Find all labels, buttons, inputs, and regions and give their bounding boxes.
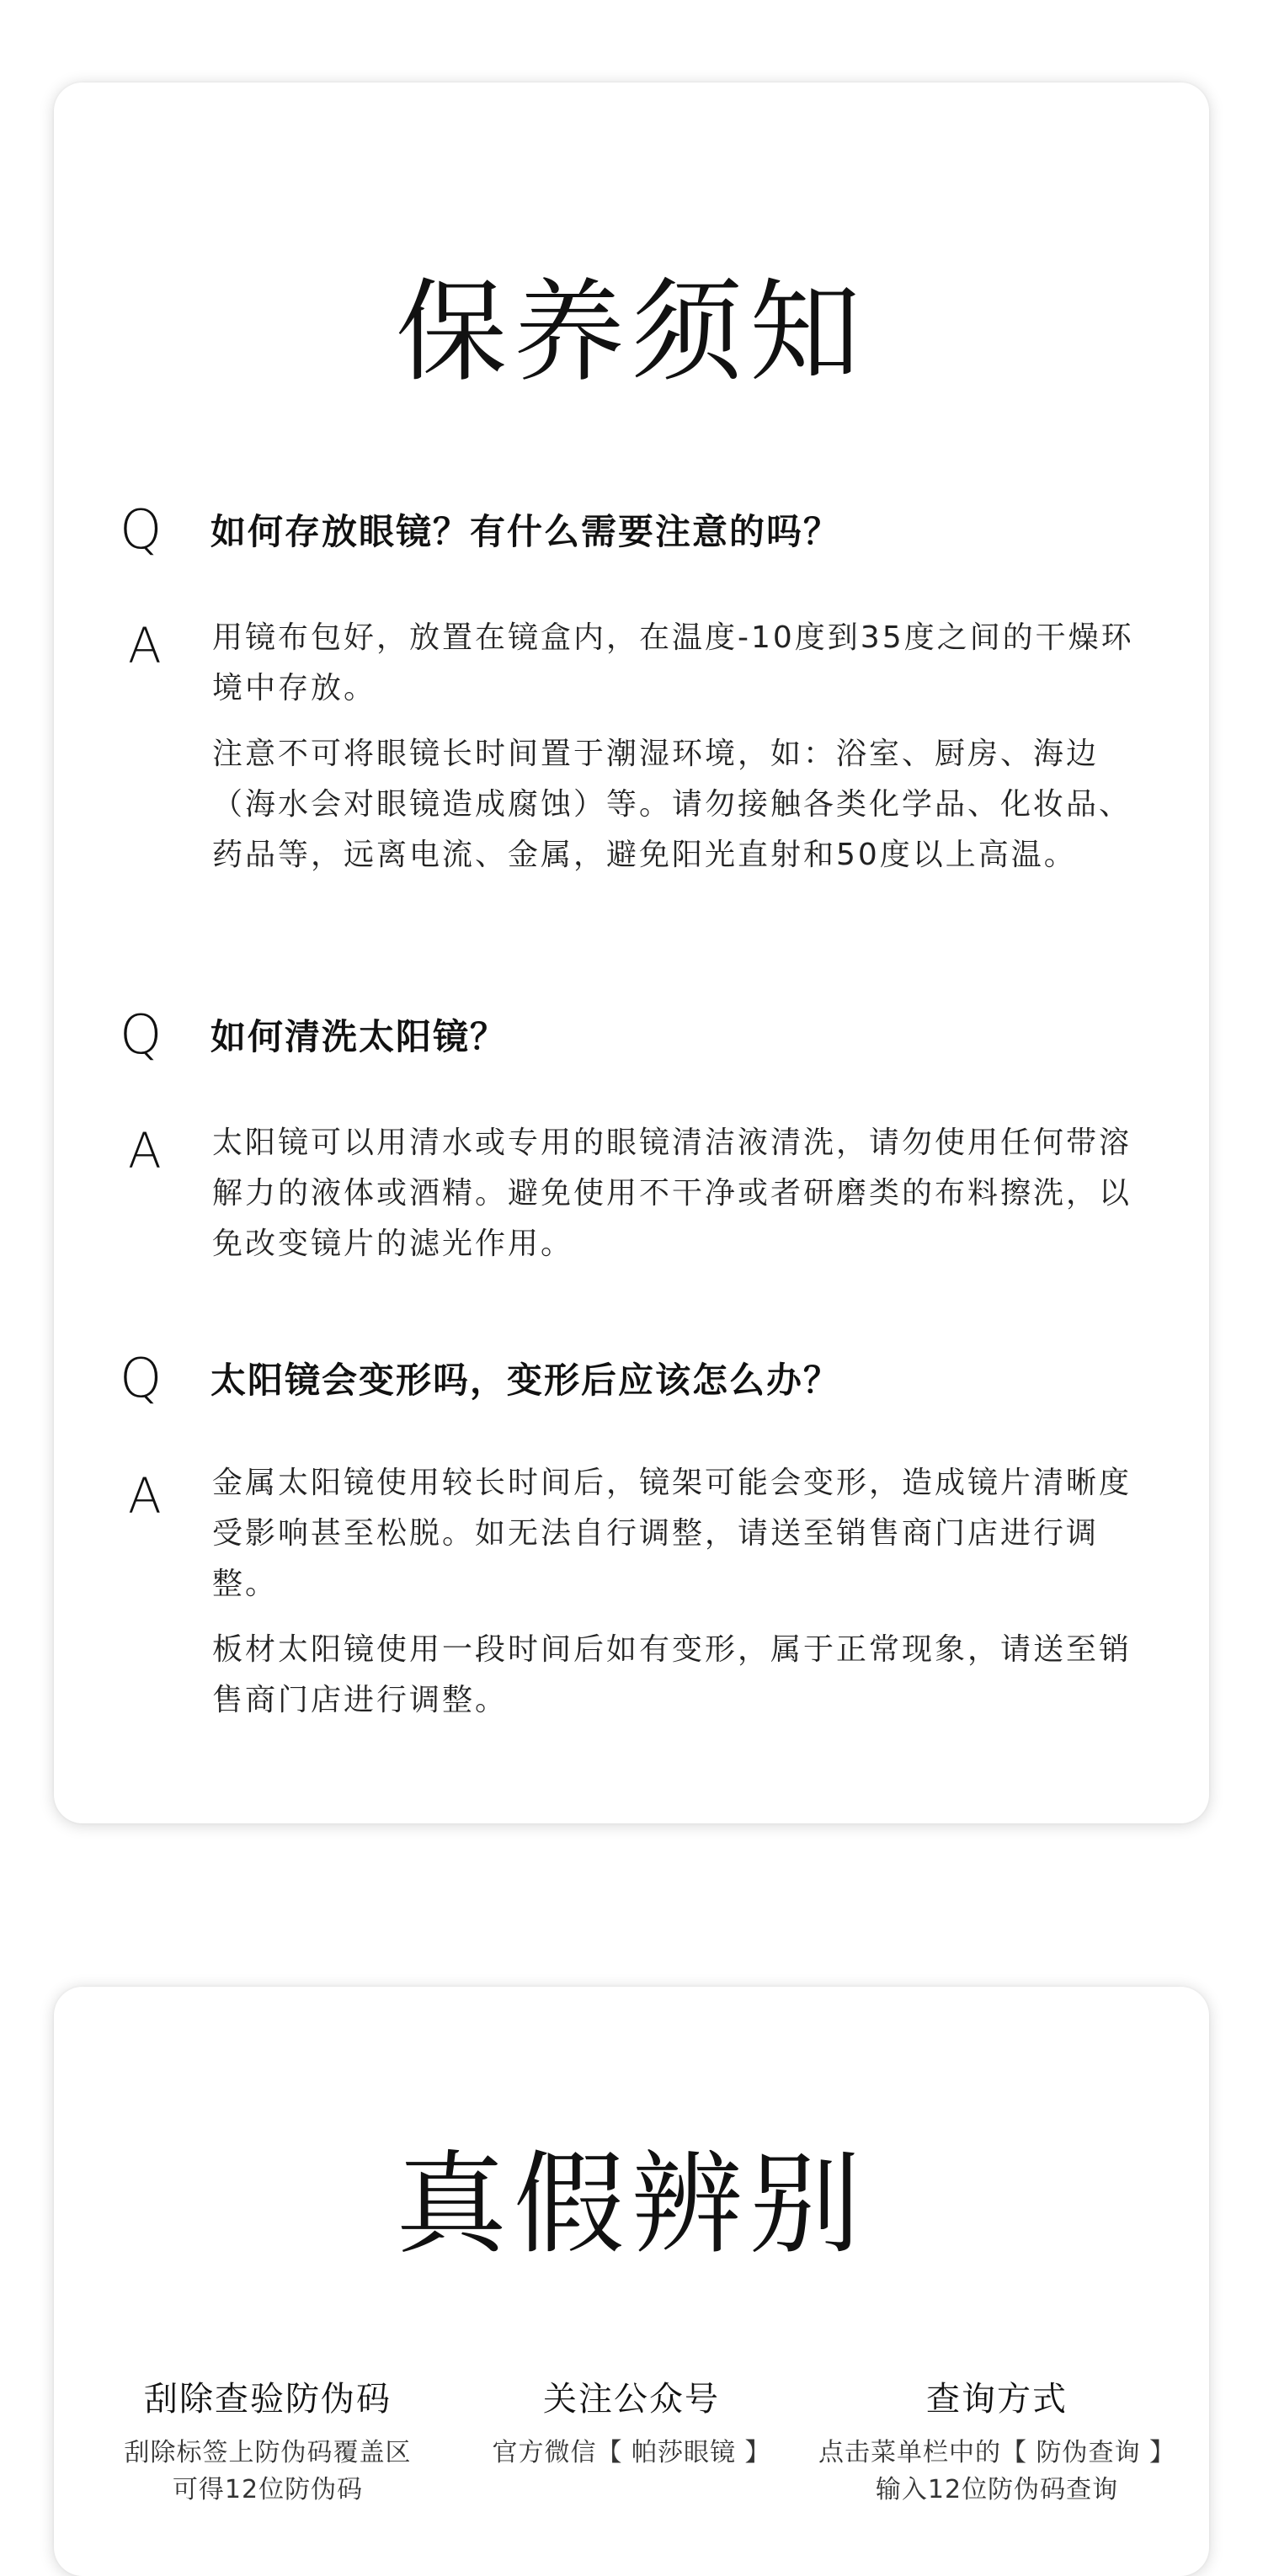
question-text: 如何存放眼镜？有什么需要注意的吗？ [210, 511, 841, 552]
answer-body [212, 1458, 1155, 1741]
step-desc-line: 官方微信【 帕莎眼镜 】 [492, 2438, 771, 2467]
care-card [54, 82, 1209, 1823]
step-title: 查询方式 [926, 2380, 1068, 2419]
step-desc-line: 点击菜单栏中的【 防伪查询 】 [818, 2438, 1176, 2467]
a-mark: A [128, 1122, 162, 1179]
step-desc-line: 刮除标签上防伪码覆盖区 [124, 2438, 412, 2467]
q-mark: Q [120, 1004, 163, 1067]
question-text: 如何清洗太阳镜？ [210, 1016, 508, 1057]
step-desc-line: 输入12位防伪码查询 [875, 2475, 1119, 2504]
answer-paragraph: 板材太阳镜使用一段时间后如有变形，属于正常现象，请送至销售商门店进行调整。 [212, 1632, 1132, 1717]
step-desc-line: 可得12位防伪码 [172, 2475, 364, 2504]
answer-body [212, 1118, 1155, 1285]
steps-row [54, 2376, 1209, 2544]
authenticity-card [54, 1987, 1209, 2576]
step-title: 关注公众号 [543, 2380, 720, 2419]
step-follow-account [446, 2376, 817, 2472]
answer-paragraph: 注意不可将眼镜长时间置于潮湿环境，如：浴室、厨房、海边（海水会对眼镜造成腐蚀）等。请勿接触各类化学品、化妆品、药品等，远离电流、金属，避免阳光直射和50度以上高温。 [212, 737, 1132, 872]
q-mark: Q [120, 1348, 163, 1410]
a-mark: A [128, 617, 162, 674]
step-scratch-code [83, 2376, 453, 2509]
step-query-method [812, 2376, 1182, 2509]
authenticity-title: 真假辨别 [396, 2140, 867, 2270]
question-text: 太阳镜会变形吗，变形后应该怎么办？ [210, 1360, 841, 1401]
step-title: 刮除查验防伪码 [144, 2380, 392, 2419]
q-mark: Q [120, 499, 163, 562]
a-mark: A [128, 1467, 162, 1525]
answer-paragraph: 金属太阳镜使用较长时间后，镜架可能会变形，造成镜片清晰度受影响甚至松脱。如无法自行调整，请送至销售商门店进行调整。 [212, 1466, 1132, 1601]
care-title: 保养须知 [396, 268, 867, 397]
answer-body [212, 613, 1155, 896]
answer-paragraph: 太阳镜可以用清水或专用的眼镜清洁液清洗，请勿使用任何带溶解力的液体或酒精。避免使用不干净或者研磨类的布料擦洗，以免改变镜片的滤光作用。 [212, 1126, 1132, 1261]
answer-paragraph: 用镜布包好，放置在镜盒内，在温度-10度到35度之间的干燥环境中存放。 [212, 620, 1134, 705]
